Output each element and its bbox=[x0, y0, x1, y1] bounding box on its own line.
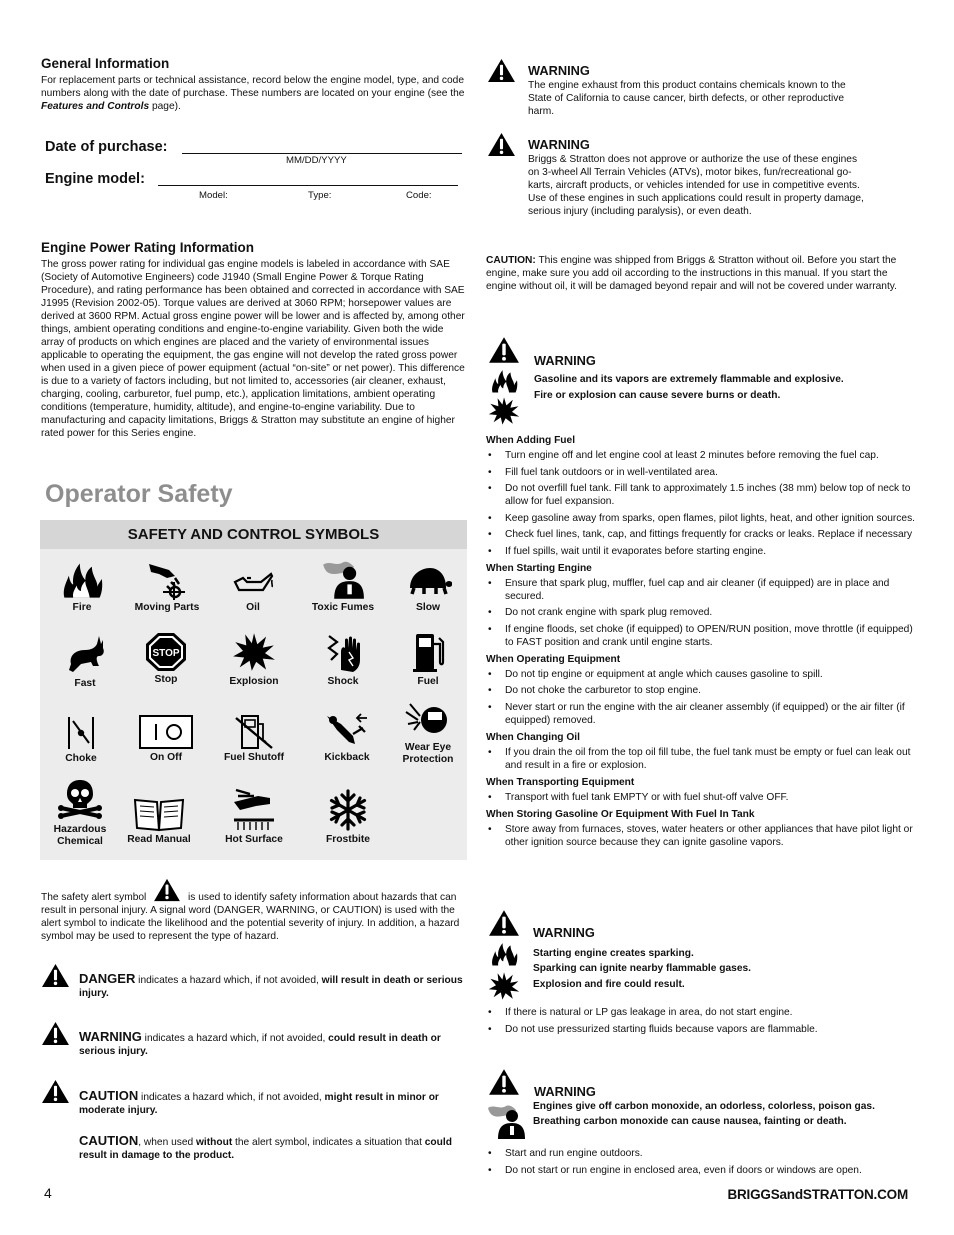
stop-sign-icon bbox=[144, 632, 188, 672]
general-info-heading: General Information bbox=[41, 56, 170, 71]
symbol-fire: Fire bbox=[37, 560, 127, 614]
symbol-explosion: Explosion bbox=[209, 630, 299, 688]
storing-heading: When Storing Gasoline Or Equipment With Fuel In Tank bbox=[486, 808, 755, 820]
warning-5-line-1: Engines give off carbon monoxide, an odorless, colorless, poison gas. bbox=[533, 1101, 875, 1112]
warning-alert-icon bbox=[41, 1021, 70, 1046]
fuel-safety-lists bbox=[486, 434, 916, 852]
engine-model-field[interactable] bbox=[158, 185, 458, 186]
safety-alert-text: The safety alert symbol is used to identify safety information about hazards that can result in personal injury. A signal word (DANGER, WARNING, or CAUTION) is used with the alert symbol to indicate the likelihood and the potential severity of injury. In addition, a hazard symbol may be used to represent the type of hazard. bbox=[41, 878, 469, 943]
shock-icon bbox=[321, 630, 365, 674]
warning-2-icon bbox=[487, 132, 516, 157]
warning-2-title: WARNING bbox=[528, 137, 590, 152]
operating-equipment-heading: When Operating Equipment bbox=[486, 653, 621, 665]
svg-text:STOP: STOP bbox=[152, 648, 180, 659]
warning-1-icon bbox=[487, 58, 516, 83]
warning-definition: WARNING indicates a hazard which, if not avoided, could result in death or serious injury. bbox=[79, 1029, 441, 1057]
warning-3-icon bbox=[488, 336, 520, 364]
warning-4-fire-icon bbox=[488, 941, 520, 967]
fuel-pump-icon bbox=[406, 630, 450, 674]
warning-4-title: WARNING bbox=[533, 925, 595, 940]
code-hint: Code: bbox=[406, 190, 432, 201]
eye-protection-icon bbox=[404, 700, 452, 740]
warning-1-title: WARNING bbox=[528, 63, 590, 78]
caution-definition: CAUTION indicates a hazard which, if not avoided, might result in minor or moderate injury. bbox=[79, 1088, 439, 1116]
changing-oil-heading: When Changing Oil bbox=[486, 731, 580, 743]
engine-model-label: Engine model: bbox=[45, 171, 145, 187]
list-item: • Do not use pressurized starting fluids because vapors are flammable. bbox=[486, 1023, 916, 1036]
adding-fuel-heading: When Adding Fuel bbox=[486, 435, 576, 446]
transporting-heading: When Transporting Equipment bbox=[486, 776, 635, 788]
hot-surface-icon bbox=[230, 788, 278, 832]
list-item: • Fill fuel tank outdoors or in well-ventilated area. bbox=[486, 466, 916, 479]
symbol-frostbite: Frostbite bbox=[303, 788, 393, 846]
kickback-icon bbox=[323, 712, 371, 750]
warning-5-title: WARNING bbox=[534, 1084, 596, 1099]
danger-definition: DANGER indicates a hazard which, if not avoided, will result in death or serious injury. bbox=[79, 971, 463, 999]
warning-4-line-3: Explosion and fire could result. bbox=[533, 979, 685, 990]
general-info-text: For replacement parts or technical assistance, record below the engine model, type, and code numbers along with the date of purchase. These numbers are located on your engine (see the Features and Controls page). bbox=[41, 75, 465, 112]
operator-safety-title: Operator Safety bbox=[45, 480, 233, 508]
list-item: • Do not overfill fuel tank. Fill tank to approximately 1.5 inches (38 mm) below top of neck to allow for fuel expansion. bbox=[486, 482, 916, 508]
rabbit-icon bbox=[63, 634, 107, 676]
warning-5-fumes-icon bbox=[486, 1104, 526, 1140]
starting-engine-heading: When Starting Engine bbox=[486, 562, 592, 574]
operating-equipment-list bbox=[486, 668, 916, 727]
safety-symbols-panel bbox=[40, 520, 467, 860]
list-item: • Ensure that spark plug, muffler, fuel cap and air cleaner (if equipped) are in place and secured. bbox=[486, 577, 916, 603]
transporting-list bbox=[486, 791, 916, 804]
warning-5-list bbox=[486, 1147, 916, 1180]
warning-3-fire-icon bbox=[488, 368, 520, 394]
symbol-hazardous-chemical bbox=[35, 778, 125, 848]
symbol-stop: STOP Stop bbox=[121, 632, 211, 686]
warning-4-icon bbox=[488, 909, 520, 937]
protection-label: Protection bbox=[402, 754, 454, 765]
warning-4-list bbox=[486, 1006, 916, 1039]
toxic-fumes-icon bbox=[321, 560, 365, 600]
fire-icon bbox=[60, 560, 104, 600]
symbol-moving-parts: Moving Parts bbox=[122, 560, 212, 614]
list-item: • Never start or run the engine with the air cleaner assembly (if equipped) or the air filter (if equipped) removed. bbox=[486, 701, 916, 727]
warning-4-line-2: Sparking can ignite nearby flammable gases. bbox=[533, 963, 751, 974]
explosion-icon bbox=[232, 630, 276, 674]
danger-alert-icon bbox=[41, 963, 70, 988]
symbol-fuel-shutoff: Fuel Shutoff bbox=[209, 714, 299, 764]
hazardous-label: Hazardous bbox=[53, 824, 107, 835]
symbol-fuel: Fuel bbox=[383, 630, 473, 688]
wear-eye-label: Wear Eye bbox=[404, 742, 452, 753]
warning-5-icon bbox=[488, 1068, 520, 1096]
skull-crossbones-icon bbox=[57, 778, 103, 822]
warning-4-explosion-icon bbox=[488, 971, 520, 1001]
symbol-kickback: Kickback bbox=[302, 712, 392, 764]
symbol-shock: Shock bbox=[298, 630, 388, 688]
symbol-slow: Slow bbox=[383, 560, 473, 614]
symbol-wear-eye-protection bbox=[383, 700, 473, 766]
symbol-toxic-fumes: Toxic Fumes bbox=[298, 560, 388, 614]
safety-alert-icon bbox=[153, 878, 181, 902]
symbol-oil: Oil bbox=[208, 560, 298, 614]
read-manual-icon bbox=[133, 794, 185, 832]
warning-2-text: Briggs & Stratton does not approve or authorize the use of these engines on 3-wheel All Terrain Vehicles (ATVs), motor bikes, fun/recreational go-karts, aircraft products, or vehicles intended for use in competitive events. Use of these engines in such applications could result in property damage, serious injury (including paralysis), or even death. bbox=[528, 154, 864, 217]
safety-symbols-heading: SAFETY AND CONTROL SYMBOLS bbox=[40, 520, 467, 549]
on-off-icon bbox=[138, 714, 194, 750]
power-rating-text: The gross power rating for individual gas engine models is labeled in accordance with SAE (Society of Automotive Engineers) code J1940 (Small Engine Power & Torque Rating Procedure), and rating performance has been obtained and corrected in accordance with SAE J1995 (Revision 2002-05). Torque values are derived at 3060 RPM; horsepower values are derived at 3600 RPM. Actual gross engine power will be lower and is affected by, among other things, ambient operating conditions and engine-to-engine variability. Given both the wide array of products on which engines are placed and the variety of environmental issues applicable to operating the equipment, the gas engine will not develop the rated gross power when used in a given piece of power equipment (actual “on-site” or net power). This difference is due to a variety of factors including, but not limited to, accessories (air cleaner, exhaust, charging, cooling, carburetor, fuel pump, etc.), application limitations, ambient operating conditions (temperature, humidity, altitude), and engine-to-engine variability. Due to manufacturing and capacity limitations, Briggs & Stratton may substitute an engine of higher rated power for this Series engine. bbox=[41, 259, 465, 439]
list-item: • Turn engine off and let engine cool at least 2 minutes before removing the fuel cap. bbox=[486, 449, 916, 462]
warning-3-line-2: Fire or explosion can cause severe burns or death. bbox=[534, 390, 781, 401]
warning-1-text: The engine exhaust from this product contains chemicals known to the State of California to cause cancer, birth defects, or other reproductive harm. bbox=[528, 80, 846, 117]
symbol-read-manual: Read Manual bbox=[114, 794, 204, 846]
list-item: • Do not start or run engine in enclosed area, even if doors or windows are open. bbox=[486, 1164, 916, 1177]
choke-icon bbox=[61, 715, 101, 751]
type-hint: Type: bbox=[308, 190, 332, 201]
list-item: • Do not crank engine with spark plug removed. bbox=[486, 606, 916, 619]
moving-parts-icon bbox=[145, 560, 189, 600]
website-link[interactable]: BRIGGSandSTRATTON.COM bbox=[727, 1187, 908, 1202]
caution-alert-icon bbox=[41, 1079, 70, 1104]
caution-no-symbol-definition: CAUTION, when used without the alert symbol, indicates a situation that could result in damage to the product. bbox=[79, 1133, 452, 1161]
symbol-fast: Fast bbox=[40, 634, 130, 690]
page-number: 4 bbox=[44, 1185, 52, 1201]
fuel-shutoff-icon bbox=[232, 714, 276, 750]
warning-3-title: WARNING bbox=[534, 353, 596, 368]
snowflake-icon bbox=[326, 788, 370, 832]
list-item: • Do not choke the carburetor to stop engine. bbox=[486, 684, 916, 697]
warning-3-explosion-icon bbox=[488, 396, 520, 426]
storing-list bbox=[486, 823, 916, 849]
list-item: • Do not tip engine or equipment at angle which causes gasoline to spill. bbox=[486, 668, 916, 681]
warning-4-line-1: Starting engine creates sparking. bbox=[533, 948, 694, 959]
list-item: • If fuel spills, wait until it evaporates before starting engine. bbox=[486, 545, 916, 558]
warning-3-line-1: Gasoline and its vapors are extremely flammable and explosive. bbox=[534, 374, 844, 385]
changing-oil-list bbox=[486, 746, 916, 772]
chemical-label: Chemical bbox=[57, 836, 103, 847]
symbol-hot-surface: Hot Surface bbox=[209, 788, 299, 846]
list-item: • Start and run engine outdoors. bbox=[486, 1147, 916, 1160]
list-item: • If engine floods, set choke (if equipped) to OPEN/RUN position, move throttle (if equipped) to FAST position and crank until engine starts. bbox=[486, 623, 916, 649]
adding-fuel-list bbox=[486, 449, 916, 558]
symbol-on-off: On Off bbox=[121, 714, 211, 764]
turtle-icon bbox=[404, 560, 452, 600]
list-item: • Transport with fuel tank EMPTY or with fuel shut-off valve OFF. bbox=[486, 791, 916, 804]
date-format-hint: MM/DD/YYYY bbox=[286, 155, 347, 166]
caution-oil-notice: CAUTION: This engine was shipped from Briggs & Stratton without oil. Before you start the engine, make sure you add oil according to the instructions in this manual. If you start the engine without oil, it will be damaged beyond repair and will not be covered under warranty. bbox=[486, 255, 897, 292]
list-item: • If you drain the oil from the top oil fill tube, the fuel tank must be empty or fuel can leak out and result in a fire or explosion. bbox=[486, 746, 916, 772]
date-of-purchase-field[interactable] bbox=[182, 153, 462, 154]
symbol-choke: Choke bbox=[36, 715, 126, 765]
oil-can-icon bbox=[231, 560, 275, 600]
date-of-purchase-label: Date of purchase: bbox=[45, 139, 168, 155]
list-item: • Keep gasoline away from sparks, open flames, pilot lights, heat, and other ignition sources. bbox=[486, 512, 916, 525]
warning-5-line-2: Breathing carbon monoxide can cause nausea, fainting or death. bbox=[533, 1116, 847, 1127]
model-hint: Model: bbox=[199, 190, 228, 201]
list-item: • If there is natural or LP gas leakage in area, do not start engine. bbox=[486, 1006, 916, 1019]
list-item: • Store away from furnaces, stoves, water heaters or other appliances that have pilot light or other ignition source because they can ignite gasoline vapors. bbox=[486, 823, 916, 849]
power-rating-heading: Engine Power Rating Information bbox=[41, 240, 255, 255]
starting-engine-list bbox=[486, 577, 916, 649]
list-item: • Check fuel lines, tank, cap, and fittings frequently for cracks or leaks. Replace if necessary bbox=[486, 528, 916, 541]
